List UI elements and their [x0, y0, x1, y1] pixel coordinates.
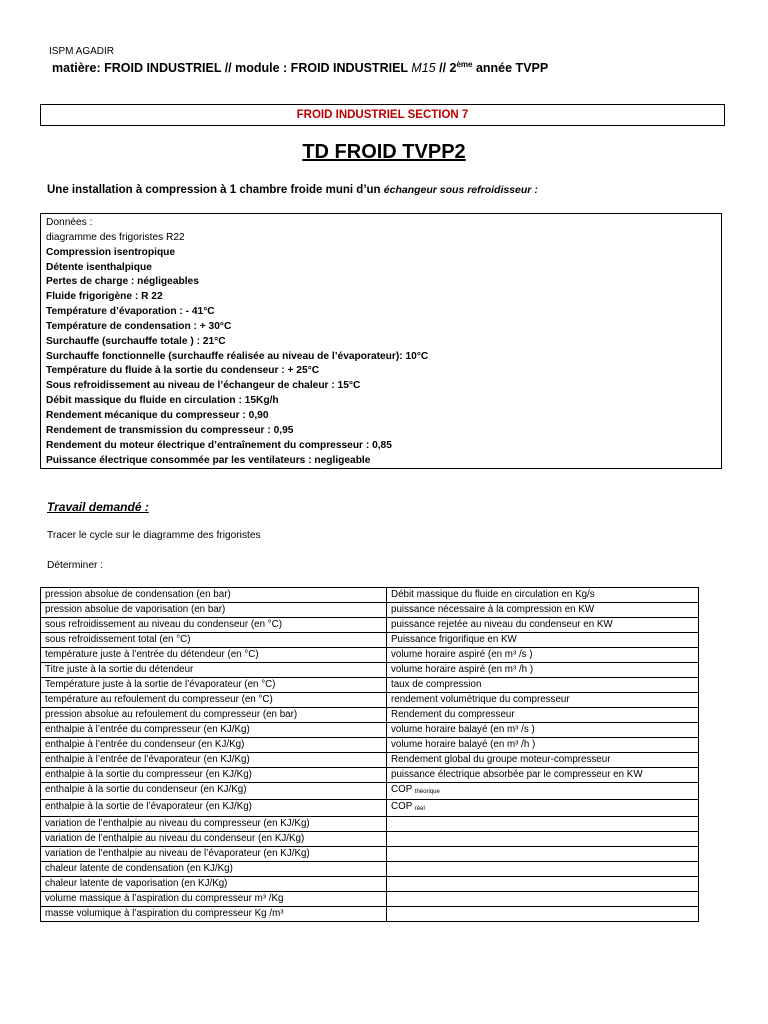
cell-text: enthalpie à la sortie du condenseur (en KJ/Kg): [45, 784, 247, 795]
donnee-line: Puissance électrique consommée par les ventilateurs : negligeable: [46, 454, 371, 466]
right-cell: [387, 877, 699, 892]
left-cell: [41, 738, 387, 753]
donnee-line: Température du fluide à la sortie du condenseur : + 25°C: [46, 365, 320, 377]
right-cell: [387, 633, 699, 648]
donnee-line: diagramme des frigoristes R22: [46, 231, 185, 243]
left-cell: [41, 678, 387, 693]
donnee-line: Pertes de charge : négligeables: [46, 276, 199, 288]
school-name: ISPM AGADIR: [49, 46, 115, 57]
table-row: [41, 800, 699, 817]
table-row: [41, 738, 699, 753]
left-cell: [41, 648, 387, 663]
cell-text: puissance rejetée au niveau du condenseur en KW: [391, 619, 613, 630]
cell-text: pression absolue de vaporisation (en bar): [45, 604, 226, 615]
cell-text: pression absolue au refoulement du compresseur (en bar): [45, 709, 298, 720]
table-row: [41, 862, 699, 877]
donnee-line: Compression isentropique: [46, 246, 176, 258]
right-cell: [387, 723, 699, 738]
cell-text: pression absolue de condensation (en bar): [45, 589, 231, 600]
left-cell: [41, 768, 387, 783]
right-cell: [387, 648, 699, 663]
right-cell: [387, 588, 699, 603]
intro-italic: échangeur sous refroidisseur :: [383, 184, 538, 196]
donnee-line: Température de condensation : + 30°C: [46, 320, 232, 332]
left-cell: [41, 633, 387, 648]
donnee-line: Fluide frigorigène : R 22: [46, 291, 163, 303]
table-row: [41, 817, 699, 832]
left-cell: [41, 708, 387, 723]
left-cell: [41, 723, 387, 738]
cell-text: température juste à l’entrée du détendeur (en °C): [45, 649, 259, 660]
donnee-line: Rendement de transmission du compresseur : 0,95: [46, 424, 294, 436]
left-cell: [41, 783, 387, 800]
table-row: [41, 633, 699, 648]
left-cell: [41, 603, 387, 618]
cell-text: volume horaire balayé (en m³ /h ): [391, 739, 536, 750]
right-cell: [387, 817, 699, 832]
td-title: TD FROID TVPP2: [302, 141, 466, 163]
left-cell: [41, 618, 387, 633]
right-cell: [387, 678, 699, 693]
table-row: [41, 723, 699, 738]
cell-text: Rendement global du groupe moteur-compresseur: [391, 754, 611, 765]
section-title-box: [40, 104, 725, 126]
left-cell: [41, 907, 387, 922]
cop-subscript: théorique: [414, 789, 440, 795]
cell-text: puissance électrique absorbée par le compresseur en KW: [391, 769, 643, 780]
right-cell: [387, 907, 699, 922]
cell-text: variation de l’enthalpie au niveau du compresseur (en KJ/Kg): [45, 818, 310, 829]
cell-text: masse volumique à l’aspiration du compresseur Kg /m³: [45, 908, 284, 919]
right-cell: [387, 693, 699, 708]
cell-text: Puissance frigorifique en KW: [391, 634, 517, 645]
donnee-line: Données :: [46, 217, 93, 228]
cell-text: sous refroidissement total (en °C): [45, 634, 191, 645]
cell-text: volume horaire aspiré (en m³ /h ): [391, 664, 534, 675]
cell-text: COP: [391, 784, 413, 795]
donnee-line: Température d’évaporation : - 41°C: [46, 306, 215, 318]
cell-text: chaleur latente de condensation (en KJ/Kg): [45, 863, 233, 874]
cell-text: température au refoulement du compresseur (en °C): [45, 694, 273, 705]
left-cell: [41, 817, 387, 832]
tracer-instruction: Tracer le cycle sur le diagramme des frigoristes: [47, 530, 261, 541]
cell-text: enthalpie à la sortie du compresseur (en KJ/Kg): [45, 769, 252, 780]
left-cell: [41, 832, 387, 847]
table-row: [41, 847, 699, 862]
table-row: [41, 832, 699, 847]
table-row: [41, 892, 699, 907]
table-row: [41, 768, 699, 783]
cell-text: puissance nécessaire à la compression en KW: [391, 604, 595, 615]
left-cell: [41, 800, 387, 817]
cell-text: volume massique à l’aspiration du compresseur m³ /Kg: [45, 893, 284, 904]
subject-part: année TVPP: [472, 61, 549, 76]
right-cell: [387, 753, 699, 768]
cell-text: enthalpie à l’entrée du compresseur (en KJ/Kg): [45, 724, 250, 735]
left-cell: [41, 847, 387, 862]
donnees-box: [40, 213, 722, 469]
module-code: M15: [411, 61, 436, 76]
table-row: [41, 783, 699, 800]
right-cell: [387, 783, 699, 800]
cop-subscript: réel: [414, 806, 425, 812]
cell-text: chaleur latente de vaporisation (en KJ/Kg): [45, 878, 228, 889]
donnee-line: Surchauffe fonctionnelle (surchauffe réalisée au niveau de l’évaporateur): 10°C: [46, 350, 429, 362]
cell-text: sous refroidissement au niveau du condenseur (en °C): [45, 619, 282, 630]
table-row: [41, 648, 699, 663]
left-cell: [41, 753, 387, 768]
cell-text: COP: [391, 801, 413, 812]
subject-line: [52, 60, 548, 75]
right-cell: [387, 738, 699, 753]
left-cell: [41, 663, 387, 678]
cell-text: Rendement du compresseur: [391, 709, 515, 720]
right-cell: [387, 847, 699, 862]
right-cell: [387, 663, 699, 678]
cell-text: rendement volumétrique du compresseur: [391, 694, 570, 705]
subject-part: matière: FROID INDUSTRIEL // module : FROID INDUSTRIEL: [52, 61, 412, 76]
intro-text: Une installation à compression à 1 chambre froide muni d’un: [47, 184, 384, 196]
table-row: [41, 708, 699, 723]
table-row: [41, 877, 699, 892]
right-cell: [387, 618, 699, 633]
donnee-line: Sous refroidissement au niveau de l’échangeur de chaleur : 15°C: [46, 380, 361, 392]
left-cell: [41, 693, 387, 708]
right-cell: [387, 800, 699, 817]
table-row: [41, 753, 699, 768]
right-cell: [387, 603, 699, 618]
cell-text: Titre juste à la sortie du détendeur: [45, 664, 194, 675]
cell-text: variation de l’enthalpie au niveau du condenseur (en KJ/Kg): [45, 833, 305, 844]
ordinal-suffix: ème: [456, 60, 473, 69]
donnee-line: Débit massique du fluide en circulation : 15Kg/h: [46, 395, 279, 407]
cell-text: taux de compression: [391, 679, 482, 690]
subject-part: // 2: [435, 61, 457, 76]
cell-text: enthalpie à l’entrée de l’évaporateur (en KJ/Kg): [45, 754, 250, 765]
donnee-line: Détente isenthalpique: [46, 261, 152, 273]
table-row: [41, 618, 699, 633]
right-cell: [387, 832, 699, 847]
cell-text: Débit massique du fluide en circulation en Kg/s: [391, 589, 595, 600]
donnee-line: Rendement du moteur électrique d’entraînement du compresseur : 0,85: [46, 439, 392, 451]
cell-text: variation de l’enthalpie au niveau de l’évaporateur (en KJ/Kg): [45, 848, 310, 859]
table-row: [41, 603, 699, 618]
cell-text: enthalpie à l’entrée du condenseur (en KJ/Kg): [45, 739, 245, 750]
table-row: [41, 678, 699, 693]
right-cell: [387, 892, 699, 907]
right-cell: [387, 708, 699, 723]
table-row: [41, 663, 699, 678]
left-cell: [41, 588, 387, 603]
right-cell: [387, 768, 699, 783]
cell-text: enthalpie à la sortie de l’évaporateur (en KJ/Kg): [45, 801, 252, 812]
table-row: [41, 588, 699, 603]
donnee-line: Rendement mécanique du compresseur : 0,90: [46, 409, 269, 421]
determiner-label: Déterminer :: [47, 560, 104, 571]
questions-table: [40, 587, 699, 922]
left-cell: [41, 892, 387, 907]
table-row: [41, 907, 699, 922]
intro-statement: [47, 184, 538, 196]
cell-text: volume horaire aspiré (en m³ /s ): [391, 649, 533, 660]
cell-text: volume horaire balayé (en m³ /s ): [391, 724, 535, 735]
cell-text: Température juste à la sortie de l’évaporateur (en °C): [45, 679, 276, 690]
section-title: FROID INDUSTRIEL SECTION 7: [296, 109, 469, 121]
right-cell: [387, 862, 699, 877]
table-row: [41, 693, 699, 708]
left-cell: [41, 862, 387, 877]
donnee-line: Surchauffe (surchauffe totale ) : 21°C: [46, 335, 226, 347]
left-cell: [41, 877, 387, 892]
travail-title: Travail demandé :: [47, 500, 149, 514]
